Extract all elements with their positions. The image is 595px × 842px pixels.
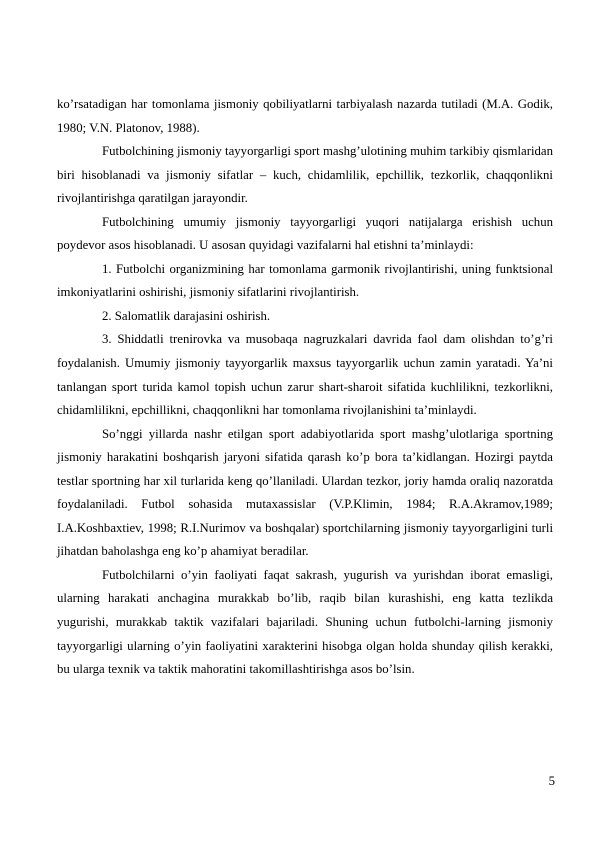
paragraph-game-activity: Futbolchilarni o’yin faoliyati faqat sakrash, yugurish va yurishdan iborat emasligi, ularning harakati anchagina murakkab bo’lib, raqib bilan kurashishi, eng katta tezlikda yugurishi, murakkab taktik vazifalari bajariladi. Shuning uchun futbolchi-larning jismoniy tayyorgarligi ularning o’yin faoliyatini xarakterini hisobga olgan holda shunday qilish kerakki, bu ularga texnik va taktik mahoratini takomillashtirishga asos bo’lsin. bbox=[57, 567, 553, 677]
paragraph-physical-preparation: Futbolchining jismoniy tayyorgarligi sport mashg’ulotining muhim tarkibiy qismlaridan biri hisoblanadi va jismoniy sifatlar – kuch, chidamlilik, epchillik, tezkorlik, chaqqonlikni rivojlantirishga qaratilgan jarayondir. bbox=[57, 144, 553, 206]
paragraph-continuation: ko’rsatadigan har tomonlama jismoniy qobiliyatlarni tarbiyalash nazarda tutiladi (M.A. Godik, 1980; V.N. Platonov, 1988). bbox=[57, 97, 553, 135]
paragraph-literature: So’nggi yillarda nashr etilgan sport adabiyotlarida sport mashg’ulotlariga sportning jismoniy harakatini boshqarish jaryoni sifatida qarash ko’p bora ta’kidlangan. Hozirgi paytda testlar sportning har xil turlarida keng qo’llaniladi. Ulardan tezkor, joriy hamda oraliq nazoratda foydalaniladi. Futbol sohasida mutaxassislar (V.P.Klimin, 1984; R.A.Akramov,1989; I.A.Koshbaxtiev, 1998; R.I.Nurimov va boshqalar) sportchilarning jismoniy tayyorgarligini turli jihatdan baholashga eng ko’p ahamiyat beradilar. bbox=[57, 426, 553, 559]
list-item-3: 3. Shiddatli trenirovka va musobaqa nagruzkalari davrida faol dam olishdan to’g’ri foydalanish. Umumiy jismoniy tayyorgarlik maxsus tayyorgarlik uchun zamin yaratadi. Ya’ni tanlangan sport turida kamol topish uchun zarur shart-sharoit sifatida kuchlilikni, tezkorlikni, chidamlilikni, epchillikni, chaqqonlikni har tomonlama rivojlanishini ta’minlaydi. bbox=[57, 332, 553, 418]
paragraph-general-preparation: Futbolchining umumiy jismoniy tayyorgarligi yuqori natijalarga erishish uchun poydevor asos hisoblanadi. U asosan quyidagi vazifalarni hal etishni ta’minlaydi: bbox=[57, 214, 553, 253]
list-item-2: 2. Salomatlik darajasini oshirish. bbox=[102, 308, 271, 323]
list-item-1: 1. Futbolchi organizmining har tomonlama garmonik rivojlantirishi, uning funktsional imkoniyatlarini oshirishi, jismoniy sifatlarini rivojlantirish. bbox=[57, 261, 553, 300]
body-text bbox=[57, 93, 553, 682]
page-number: 5 bbox=[548, 774, 555, 788]
